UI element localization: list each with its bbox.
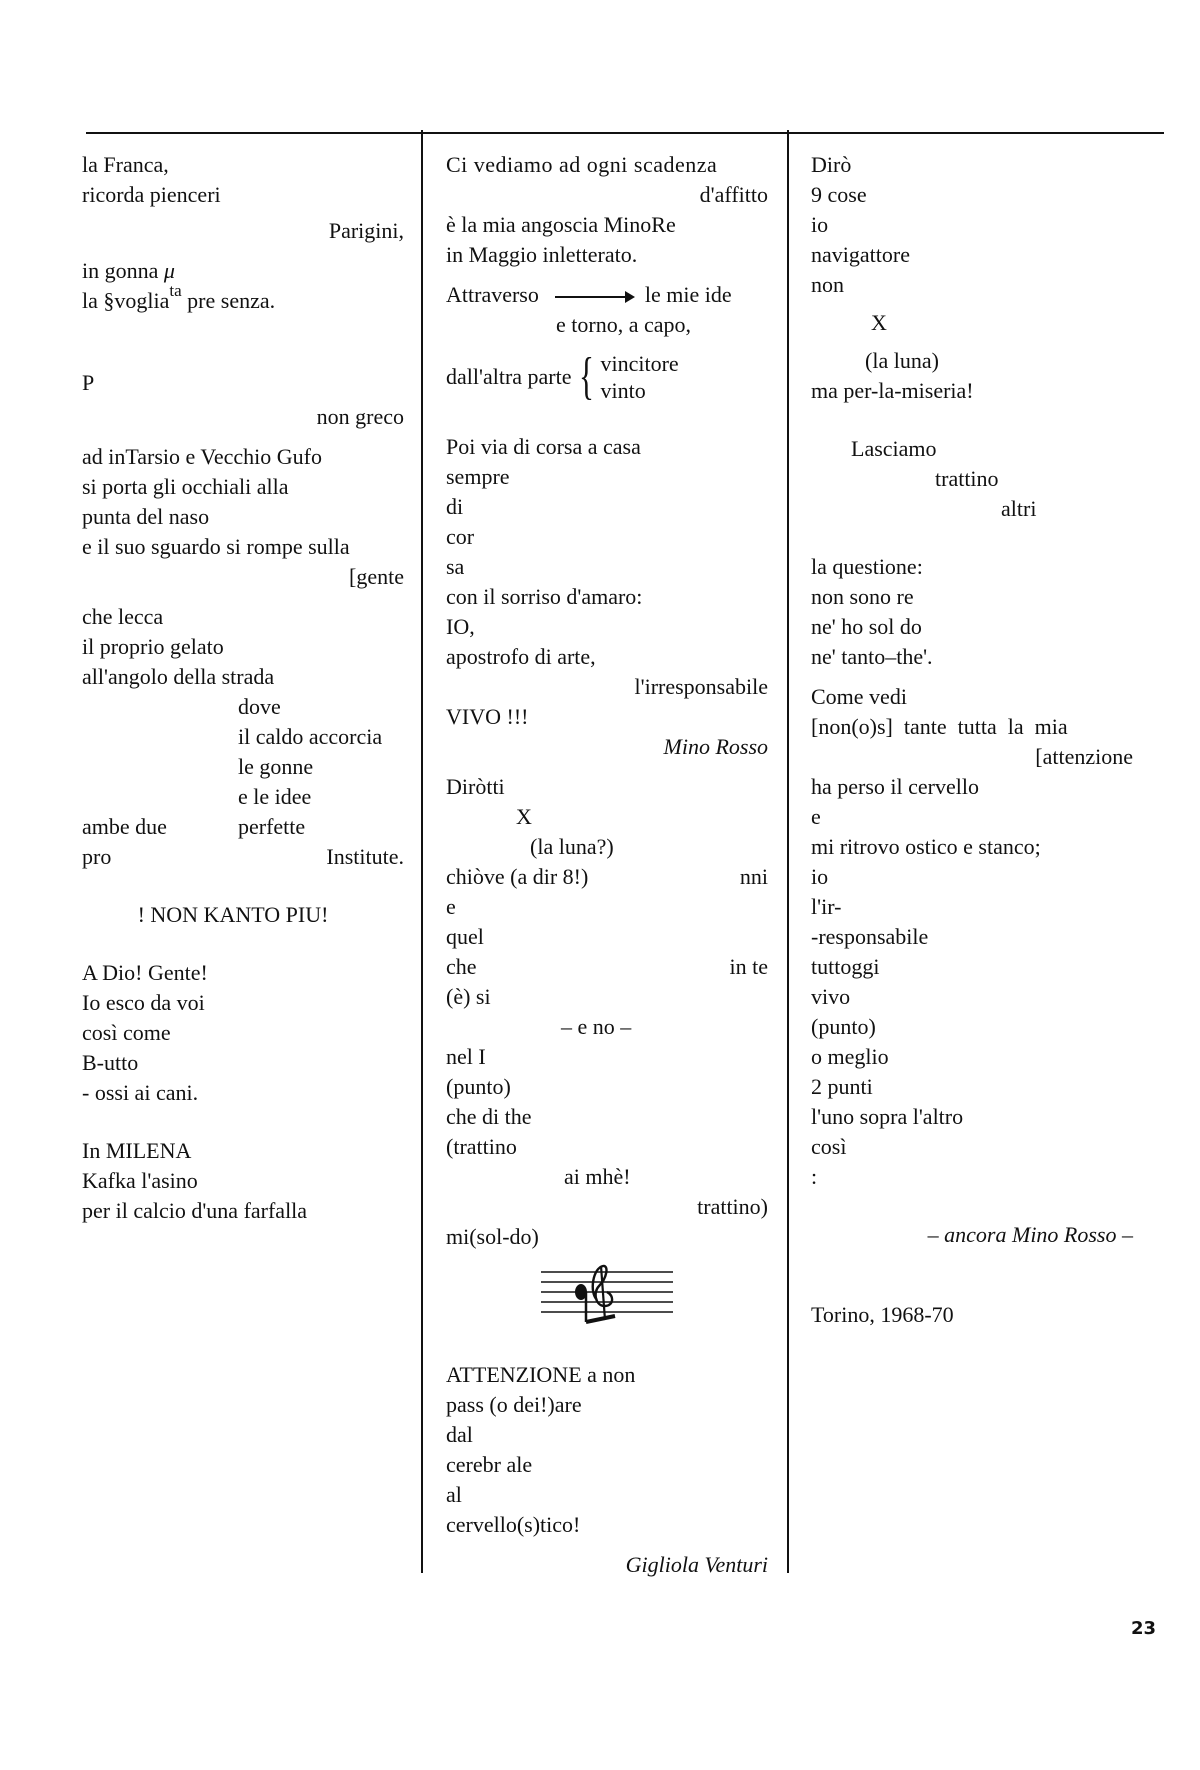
top-rule — [86, 132, 1164, 134]
poem-line: d'affitto — [699, 182, 768, 207]
column-divider-2 — [787, 130, 789, 1573]
poem-line: punta del naso — [82, 504, 210, 529]
poem-line: VIVO !!! — [446, 704, 529, 729]
brace-options — [600, 350, 678, 404]
mu-symbol: μ — [163, 258, 175, 283]
poem-line: (punto) — [446, 1074, 511, 1099]
poem-line: Poi via di corsa a casa — [446, 434, 641, 459]
poem-line: -responsabile — [811, 924, 929, 949]
poem-line: o meglio — [811, 1044, 889, 1069]
poem-line: non sono re — [811, 584, 914, 609]
poem-line: l'irresponsabile — [634, 674, 768, 699]
poem-line: altri — [1001, 496, 1037, 521]
poem-line: apostrofo di arte, — [446, 644, 596, 669]
right-arrow-icon — [555, 296, 633, 298]
signature-gigliola-venturi: Gigliola Venturi — [625, 1552, 768, 1577]
signature-ancora-mino-rosso: – ancora Mino Rosso – — [927, 1222, 1133, 1247]
poem-line: per il calcio d'una farfalla — [82, 1198, 308, 1223]
poem-line: che di the — [446, 1104, 532, 1129]
poem-line: - ossi ai cani. — [82, 1080, 199, 1105]
poem-fragment: pro — [82, 844, 112, 869]
poem-fragment: in gonna — [82, 258, 164, 283]
poem-line — [446, 862, 768, 892]
poem-line: mi ritrovo ostico e stanco; — [811, 834, 1041, 859]
poem-line: [gente — [349, 564, 404, 589]
poem-fragment: ambe due — [82, 814, 167, 839]
poem-fragment: nni — [739, 864, 768, 889]
poem-line: (punto) — [811, 1014, 876, 1039]
poem-line: A Dio! Gente! — [82, 960, 208, 985]
poem-line: con il sorriso d'amaro: — [446, 584, 643, 609]
poem-fragment: dall'altra parte — [446, 364, 572, 389]
poem-line: non greco — [316, 404, 404, 429]
poem-column-1 — [82, 150, 404, 1226]
poem-line: B-utto — [82, 1050, 139, 1075]
poem-line: (la luna?) — [530, 834, 614, 859]
poem-line: l'ir- — [811, 894, 842, 919]
poem-line: così come — [82, 1020, 171, 1045]
poem-line: sempre — [446, 464, 510, 489]
poem-fragment: che — [446, 954, 477, 979]
poem-line: e il suo sguardo si rompe sulla — [82, 534, 350, 559]
poem-line: e le idee — [238, 784, 312, 809]
poem-line: dal — [446, 1422, 473, 1447]
poem-line: X — [871, 310, 887, 335]
poem-line: mi(sol-do) — [446, 1224, 539, 1249]
poem-line: (trattino — [446, 1134, 517, 1159]
poem-line: navigattore — [811, 242, 910, 267]
poem-line: di — [446, 494, 464, 519]
poem-line: ha perso il cervello — [811, 774, 979, 799]
superscript-fragment: ta — [169, 281, 182, 300]
poem-fragment: le mie ide — [644, 282, 732, 307]
brace-choice — [446, 350, 768, 404]
poem-line: trattino — [935, 466, 999, 491]
poem-fragment: chiòve (a dir 8!) — [446, 864, 589, 889]
poem-line: e torno, a capo, — [556, 312, 691, 337]
poem-line: [non(o)s] tante tutta la mia — [811, 714, 1068, 739]
poem-fragment: in te — [729, 954, 768, 979]
poem-line: ricorda pienceri — [82, 182, 221, 207]
poem-line: tuttoggi — [811, 954, 880, 979]
poem-line: – e no – — [561, 1014, 632, 1039]
poem-line: IO, — [446, 614, 475, 639]
poem-line: Kafka l'asino — [82, 1168, 198, 1193]
poem-line: dove — [238, 694, 281, 719]
poem-line: vinto — [600, 378, 646, 403]
poem-line: pass (o dei!)are — [446, 1392, 582, 1417]
poem-line: Ci vediamo ad ogni scadenza — [446, 152, 718, 177]
poem-line: in Maggio inletterato. — [446, 242, 638, 267]
poem-line — [446, 952, 768, 982]
poem-line: cerebr ale — [446, 1452, 533, 1477]
poem-line: trattino) — [697, 1194, 768, 1219]
poem-line: al — [446, 1482, 462, 1507]
signature-mino-rosso: Mino Rosso — [663, 734, 768, 759]
poem-line: e — [811, 804, 821, 829]
poem-line: : — [811, 1164, 818, 1189]
poem-line: quel — [446, 924, 484, 949]
poem-line: Diròtti — [446, 774, 505, 799]
poem-line: io — [811, 864, 829, 889]
poem-line: vivo — [811, 984, 851, 1009]
poem-line — [82, 842, 404, 872]
curly-brace-icon: { — [578, 348, 594, 405]
poem-line: Dirò — [811, 152, 852, 177]
poem-line: ne' ho sol do — [811, 614, 922, 639]
poem-fragment: Attraverso — [446, 282, 539, 307]
poem-fragment: la — [82, 288, 104, 313]
poem-line: ! NON KANTO PIU! — [137, 902, 329, 927]
poem-line: è la mia angoscia MinoRe — [446, 212, 676, 237]
poem-line: il proprio gelato — [82, 634, 224, 659]
poem-line: le gonne — [238, 754, 314, 779]
poem-line: vincitore — [600, 351, 679, 376]
poem-line: 9 cose — [811, 182, 867, 207]
poem-line: [attenzione — [1035, 744, 1133, 769]
poem-line — [446, 280, 768, 310]
poem-fragment: perfette — [238, 814, 306, 839]
poem-line — [82, 812, 404, 842]
poem-line: In MILENA — [82, 1138, 192, 1163]
poem-line: ma per-la-miseria! — [811, 378, 974, 403]
poem-line: non — [811, 272, 844, 297]
poem-line — [82, 281, 404, 318]
poem-line: P — [82, 370, 95, 395]
poem-line: la Franca, — [82, 152, 169, 177]
poem-line: la questione: — [811, 554, 923, 579]
poem-line: Lasciamo — [851, 436, 937, 461]
page-number: 23 — [1130, 1618, 1156, 1639]
poem-fragment: §voglia — [103, 288, 170, 313]
poem-line: ai mhè! — [564, 1164, 631, 1189]
poem-line: ATTENZIONE a non — [446, 1362, 636, 1387]
place-date: Torino, 1968-70 — [811, 1302, 954, 1327]
poem-line: io — [811, 212, 829, 237]
poem-line: Come vedi — [811, 684, 907, 709]
poem-column-3 — [811, 150, 1133, 1330]
poem-line — [82, 256, 404, 286]
music-staff-icon — [537, 1262, 677, 1326]
poem-line: 2 punti — [811, 1074, 873, 1099]
poem-line: Parigini, — [328, 218, 404, 243]
poem-fragment: pre senza. — [181, 288, 276, 313]
poem-line: sa — [446, 554, 465, 579]
poem-line: cervello(s)tico! — [446, 1512, 581, 1537]
poem-line: e — [446, 894, 456, 919]
poem-line: (è) si — [446, 984, 491, 1009]
poem-line: X — [516, 804, 532, 829]
poem-line: nel I — [446, 1044, 486, 1069]
poem-line: il caldo accorcia — [238, 724, 383, 749]
poem-line: ad inTarsio e Vecchio Gufo — [82, 444, 322, 469]
poem-line: all'angolo della strada — [82, 664, 275, 689]
poem-line: l'uno sopra l'altro — [811, 1104, 964, 1129]
poem-line: ne' tanto–the'. — [811, 644, 933, 669]
poem-line: (la luna) — [865, 348, 939, 373]
poem-line: così — [811, 1134, 847, 1159]
poem-line: cor — [446, 524, 475, 549]
poem-line: che lecca — [82, 604, 164, 629]
poem-line: si porta gli occhiali alla — [82, 474, 289, 499]
music-staff — [446, 1252, 768, 1332]
column-divider-1 — [421, 130, 423, 1573]
poem-fragment: Institute. — [326, 844, 404, 869]
poem-column-2 — [446, 150, 768, 1580]
poem-line: Io esco da voi — [82, 990, 205, 1015]
